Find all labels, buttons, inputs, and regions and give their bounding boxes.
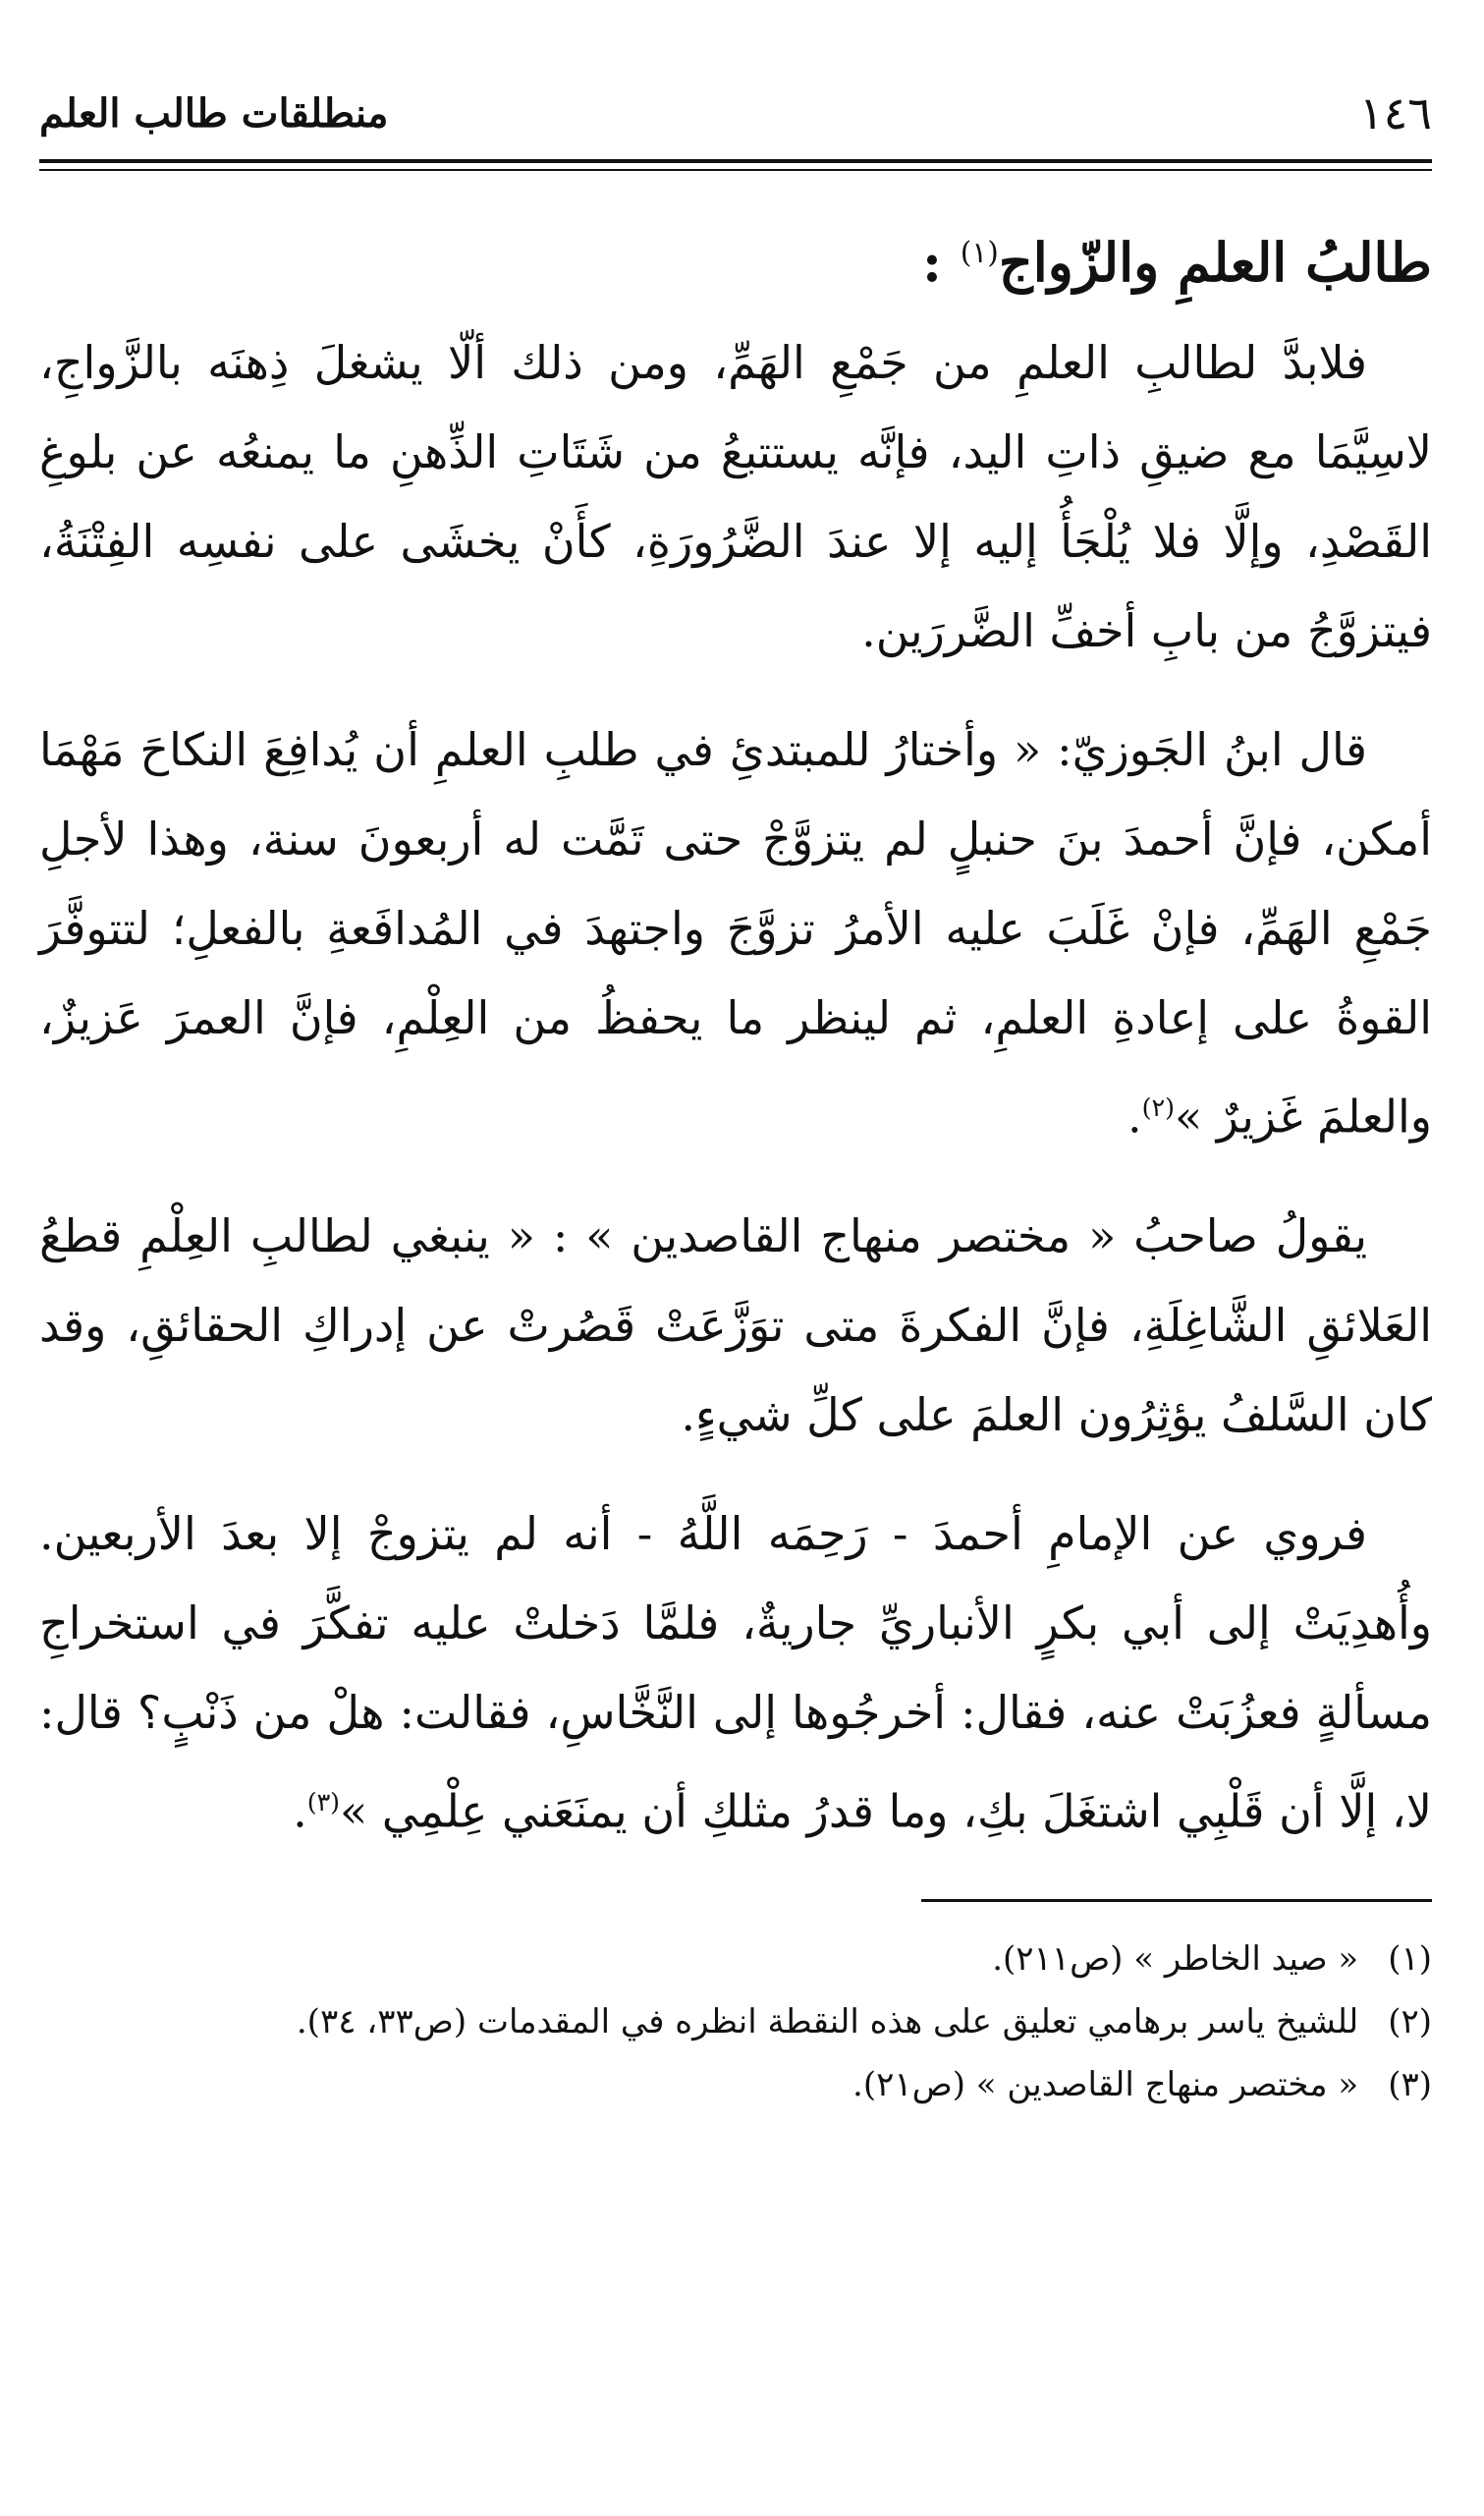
footnote-ref-3: (٣) (306, 1787, 341, 1817)
footnote-ref-1: (١) (960, 236, 999, 270)
footnote-separator (921, 1899, 1432, 1902)
book-page (39, 79, 1432, 2476)
footnote-ref-2: (٢) (1141, 1093, 1175, 1123)
footnotes (39, 1928, 1432, 2116)
footnote-1-number: (١) (1388, 1938, 1432, 1979)
footnote-3-text: « مختصر منهاج القاصدين » (ص٢١). (852, 2064, 1359, 2104)
section-title: طالبُ العلمِ والزّواج (998, 231, 1432, 294)
footnote-3 (39, 2053, 1432, 2116)
footnote-3-number: (٣) (1388, 2064, 1432, 2104)
book-title: منطلقات طالب العلم (39, 90, 389, 137)
footnote-2-text: للشيخ ياسر برهامي تعليق على هذه النقطة انظره في المقدمات (ص٣٣، ٣٤). (296, 2001, 1359, 2041)
running-header (39, 79, 1432, 157)
header-rule-thin (39, 169, 1432, 171)
paragraph-3 (39, 1192, 1432, 1460)
footnote-2 (39, 1990, 1432, 2053)
paragraph-2-period: . (1127, 1090, 1142, 1144)
paragraph-4-text: فروي عن الإمامِ أحمدَ - رَحِمَه اللَّهُ - أنه لم يتزوجْ إلا بعدَ الأربعين. وأُهدِيَتْ إلى أبي بكرٍ الأنباريِّ جاريةٌ، فلمَّا دَخلتْ عليه تفكَّرَ في استخراجِ مسألةٍ فعزُبَتْ عنه، فقال: أخرجُوها إلى النَّخَّاسِ، فقالت: هلْ من ذَنْبٍ؟ قال: لا، إلَّا أن قَلْبِي اشتغَلَ بكِ، وما قدرُ مثلكِ أن يمنَعَني عِلْمِي » (39, 1506, 1432, 1837)
paragraph-2-text: قال ابنُ الجَوزيّ: « وأختارُ للمبتدئِ في طلبِ العلمِ أن يُدافِعَ النكاحَ مَهْمَا أمكن، فإنَّ أحمدَ بنَ حنبلٍ لم يتزوَّجْ حتى تَمَّت له أربعونَ سنة، وهذا لأجلِ جَمْعِ الهَمِّ، فإنْ غَلَبَ عليه الأمرُ تزوَّجَ واجتهدَ في المُدافَعةِ بالفعلِ؛ لتتوفَّرَ القوةُ على إعادةِ العلمِ، ثم لينظر ما يحفظُ من العِلْمِ، فإنَّ العمرَ عَزيزٌ، والعلمَ غَزيرٌ » (39, 723, 1432, 1144)
paragraph-4-period: . (293, 1783, 307, 1837)
paragraph-2 (39, 705, 1432, 1161)
footnote-2-number: (٢) (1388, 2001, 1432, 2041)
paragraph-1-text: فلابدَّ لطالبِ العلمِ من جَمْعِ الهَمِّ، ومن ذلك ألّا يشغلَ ذِهنَه بالزَّواجِ، لاسِيَّمَا مع ضيقِ ذاتِ اليد، فإنَّه يستتبعُ من شَتَاتِ الذِّهنِ ما يمنعُه عن بلوغِ القَصْدِ، وإلَّا فلا يُلْجَأُ إليه إلا عندَ الضَّرُورَةِ، كأَنْ يخشَى على نفسِه الفِتْنَةُ، فيتزوَّجُ من بابِ أخفِّ الضَّررَين. (39, 336, 1432, 658)
paragraph-3-text: يقولُ صاحبُ « مختصر منهاج القاصدين » : « ينبغي لطالبِ العِلْمِ قطعُ العَلائقِ الشَّاغِلَةِ، فإنَّ الفكرةَ متى توَزَّعَتْ قَصُرتْ عن إدراكِ الحقائقِ، وقد كان السَّلفُ يؤثِرُون العلمَ على كلِّ شيءٍ. (39, 1208, 1432, 1441)
paragraph-1 (39, 318, 1432, 676)
footnote-1 (39, 1928, 1432, 1990)
page-number: ١٤٦ (1358, 86, 1432, 140)
footnote-1-text: « صيد الخاطر » (ص٢١١). (992, 1938, 1359, 1979)
section-title-colon: : (922, 231, 942, 294)
section-heading (39, 228, 1432, 297)
header-rule-thick (39, 159, 1432, 163)
paragraph-4 (39, 1489, 1432, 1856)
